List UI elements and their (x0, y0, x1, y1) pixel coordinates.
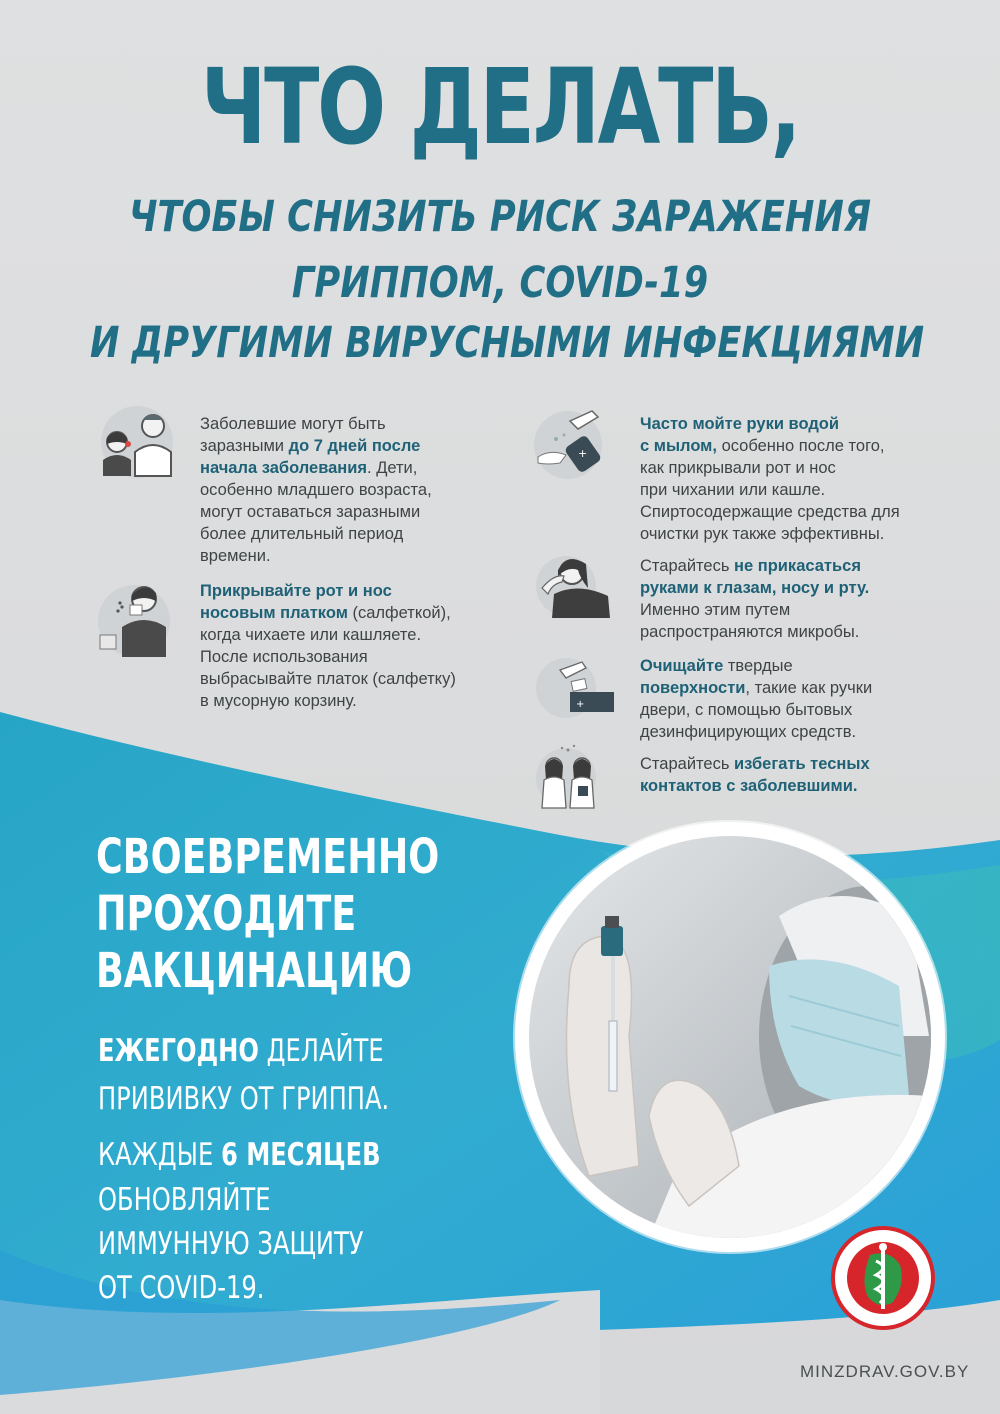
tip-line (640, 753, 870, 775)
vaccination-heading-2: ПРОХОДИТЕ (96, 886, 357, 942)
tip-line (640, 577, 869, 599)
tip-line (200, 435, 432, 457)
tip-text: двери, с помощью бытовых (640, 701, 853, 719)
tip-text: более длительный период (200, 525, 404, 543)
flu-vaccine-bold: ЕЖЕГОДНО (98, 1033, 259, 1069)
tip-cover-mouth (200, 580, 456, 712)
website-url[interactable]: MINZDRAV.GOV.BY (800, 1362, 970, 1381)
tip-line (640, 413, 900, 435)
tip-text-bold: контактов с заболевшими. (640, 777, 858, 795)
tip-text-bold: руками к глазам, носу и рту. (640, 579, 870, 597)
sneezing-person-icon (92, 575, 176, 664)
flu-vaccine-line-2: ПРИВИВКУ ОТ ГРИППА. (98, 1081, 390, 1117)
tip-line (200, 690, 456, 712)
title-line-2: ГРИППОМ, COVID-19 (291, 258, 709, 308)
vaccination-heading-3: ВАКЦИНАЦИЮ (96, 943, 413, 999)
tip-text: выбрасывайте платок (салфетку) (200, 670, 456, 688)
covid-vaccine-text: КАЖДЫЕ (98, 1137, 221, 1173)
tip-text: при чихании или кашле. (640, 481, 826, 499)
vaccination-photo-inner (529, 836, 931, 1238)
tip-text: После использования (200, 648, 368, 666)
tip-line (640, 721, 872, 743)
tip-avoid-contact (640, 753, 870, 797)
tip-text: твердые (723, 657, 793, 675)
tip-text: дезинфицирующих средств. (640, 723, 857, 741)
tip-line (200, 501, 432, 523)
tip-wash-hands (640, 413, 900, 545)
tip-line (200, 602, 456, 624)
tip-clean-surfaces (640, 655, 872, 743)
vaccination-photo (515, 822, 945, 1252)
tip-line (640, 555, 869, 577)
tip-text: . Дети, (367, 459, 418, 477)
svg-text:+: + (578, 447, 588, 460)
tip-text: особенно после того, (716, 437, 885, 455)
tip-text-bold: поверхности (640, 679, 746, 697)
tip-line (640, 479, 900, 501)
tip-text-bold: избегать тесных (734, 755, 870, 773)
tip-line (640, 621, 869, 643)
tip-line (200, 523, 432, 545)
tip-text: как прикрывали рот и нос (640, 459, 836, 477)
tip-line (640, 457, 900, 479)
tip-line (200, 646, 456, 668)
covid-vaccine-line-2: ОБНОВЛЯЙТЕ (98, 1182, 271, 1218)
tip-no-touch-face (640, 555, 869, 643)
tip-line (200, 668, 456, 690)
tip-text: Заболевшие могут быть (200, 415, 386, 433)
tip-line (640, 655, 872, 677)
tip-line (640, 775, 870, 797)
tip-line (640, 599, 869, 621)
tip-text: распространяются микробы. (640, 623, 860, 641)
tip-text: Именно этим путем (640, 601, 791, 619)
tip-line (200, 457, 432, 479)
flu-vaccine-line-1 (98, 1033, 384, 1069)
tip-text-bold: не прикасаться (734, 557, 861, 575)
title-main: ЧТО ДЕЛАТЬ, (200, 46, 800, 168)
tip-line (640, 435, 900, 457)
tip-text: (салфеткой), (347, 604, 451, 622)
tip-line (200, 580, 456, 602)
vaccination-heading-1: СВОЕВРЕМЕННО (96, 829, 440, 885)
tip-line (200, 479, 432, 501)
tip-line (640, 699, 872, 721)
tip-text-bold: носовым платком (200, 604, 348, 622)
tip-contagious (200, 413, 432, 567)
tip-text: Спиртосодержащие средства для (640, 503, 900, 521)
tip-line (200, 624, 456, 646)
tip-text: , такие как ручки (745, 679, 873, 697)
ministry-emblem-logo (830, 1225, 936, 1331)
cleaning-surface-icon (530, 652, 618, 727)
sick-person-doctor-icon (95, 400, 179, 485)
title-line-3: И ДРУГИМИ ВИРУСНЫМИ ИНФЕКЦИЯМИ (90, 318, 925, 368)
tip-text: в мусорную корзину. (200, 692, 357, 710)
tip-text-bold: с мылом, (640, 437, 717, 455)
tip-text: очистки рук также эффективны. (640, 525, 885, 543)
tip-text: Старайтесь (640, 755, 735, 773)
svg-text:+: + (576, 699, 585, 710)
tip-line (200, 413, 432, 435)
tip-line (640, 523, 900, 545)
tip-text-bold: Часто мойте руки водой (640, 415, 840, 433)
covid-vaccine-bold: 6 МЕСЯЦЕВ (220, 1137, 381, 1173)
nurse-with-syringe-image (529, 836, 931, 1238)
tip-text-bold: до 7 дней после (288, 437, 421, 455)
tip-text-bold: Прикрывайте рот и нос (200, 582, 392, 600)
tip-line (200, 545, 432, 567)
covid-vaccine-line-1 (98, 1137, 381, 1173)
hand-washing-icon (530, 405, 614, 486)
flu-vaccine-text: ДЕЛАЙТЕ (258, 1033, 384, 1069)
tip-text-bold: Очищайте (640, 657, 724, 675)
tip-text: заразными (200, 437, 289, 455)
tip-text-bold: начала заболевания (200, 459, 368, 477)
touching-face-icon (528, 548, 612, 623)
distancing-people-icon (528, 740, 612, 815)
tip-text: могут оставаться заразными (200, 503, 421, 521)
title-line-1: ЧТОБЫ СНИЗИТЬ РИСК ЗАРАЖЕНИЯ (128, 192, 872, 242)
tip-line (640, 501, 900, 523)
tip-line (640, 677, 872, 699)
tip-text: Старайтесь (640, 557, 735, 575)
tip-text: когда чихаете или кашляете. (200, 626, 422, 644)
covid-vaccine-line-3: ИММУННУЮ ЗАЩИТУ (98, 1226, 364, 1262)
tip-text: времени. (200, 547, 271, 565)
tip-text: особенно младшего возраста, (200, 481, 432, 499)
covid-vaccine-line-4: ОТ COVID-19. (98, 1270, 265, 1306)
